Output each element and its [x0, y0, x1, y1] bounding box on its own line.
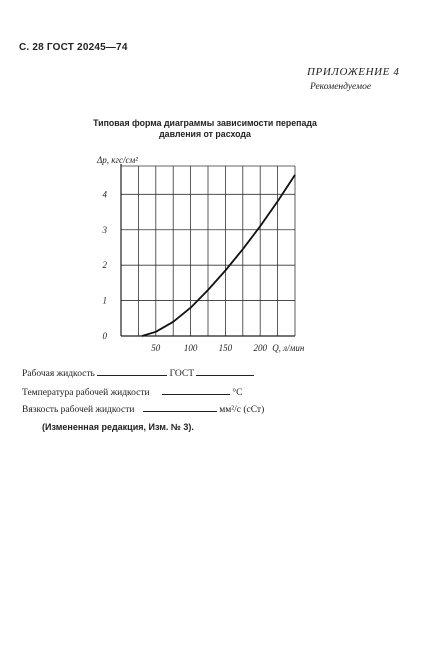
chart-labels [96, 155, 305, 353]
viscosity-blank [143, 402, 217, 412]
chart-title-line-1: Типовая форма диаграммы зависимости перепада [93, 118, 317, 128]
x-tick-label: 200 [253, 343, 267, 353]
gost-label: ГОСТ [169, 369, 195, 379]
temperature-blank [162, 385, 230, 395]
appendix-title: ПРИЛОЖЕНИЕ 4 [307, 66, 400, 78]
chart-series [142, 175, 295, 336]
temperature-label: Температура рабочей жидкости [22, 388, 150, 398]
temperature-unit: °С [232, 388, 243, 398]
chart-grid [121, 166, 295, 336]
page-header: С. 28 ГОСТ 20245—74 [19, 42, 128, 53]
viscosity-unit: мм²/с (сСт) [219, 405, 265, 415]
gost-blank [196, 366, 254, 376]
temperature-field [22, 385, 243, 398]
y-tick-label: 4 [102, 189, 107, 200]
viscosity-label: Вязкость рабочей жидкости [22, 405, 135, 415]
appendix-status: Рекомендуемое [310, 82, 372, 92]
fluid-label: Рабочая жидкость [22, 369, 95, 379]
x-tick-label: 150 [218, 343, 233, 353]
y-tick-label: 2 [102, 260, 107, 271]
pressure-drop-curve [142, 175, 295, 336]
y-tick-label: 3 [102, 224, 107, 235]
x-axis-label: Q, л/мин [272, 343, 305, 353]
y-tick-label: 0 [102, 331, 107, 341]
viscosity-field [22, 402, 264, 415]
amendment-note: (Измененная редакция, Изм. № 3). [42, 422, 194, 432]
y-axis-label: Δp, кгс/см² [97, 155, 138, 165]
y-tick-label: 1 [102, 295, 107, 306]
fluid-field [22, 366, 254, 379]
fluid-blank [97, 366, 167, 376]
chart-title-line-2: давления от расхода [159, 129, 251, 139]
x-tick-label: 100 [183, 343, 198, 353]
x-tick-label: 50 [151, 343, 161, 353]
